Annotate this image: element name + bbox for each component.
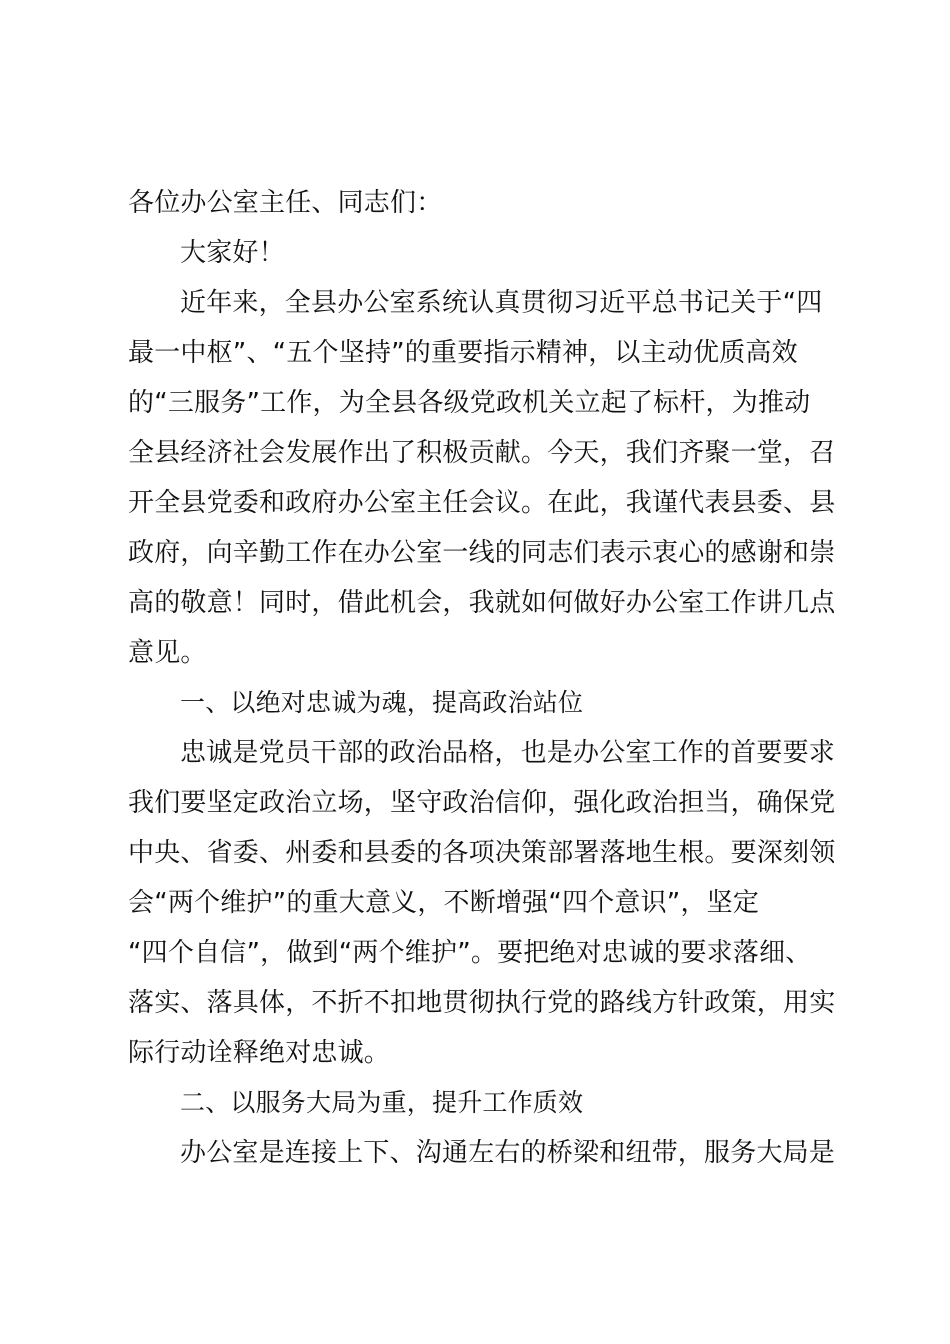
paragraph-line: 我们要坚定政治立场，坚守政治信仰，强化政治担当，确保党 (128, 788, 836, 818)
paragraph-line: 政府，向辛勤工作在办公室一线的同志们表示衷心的感谢和崇 (128, 538, 836, 568)
paragraph-line: 办公室是连接上下、沟通左右的桥梁和纽带，服务大局是 (180, 1138, 836, 1168)
section-heading-2: 二、以服务大局为重，提升工作质效 (180, 1088, 584, 1117)
section-2-paragraph (128, 1128, 836, 1178)
intro-paragraph (128, 278, 836, 678)
paragraph-line: 中央、省委、州委和县委的各项决策部署落地生根。要深刻领 (128, 838, 836, 868)
paragraph-line: 全县经济社会发展作出了积极贡献。今天，我们齐聚一堂，召 (128, 438, 836, 468)
paragraph-line: 际行动诠释绝对忠诚。 (128, 1038, 391, 1068)
section-1-paragraph (128, 728, 836, 1078)
greeting: 大家好！ (180, 238, 285, 268)
paragraph-line: 落实、落具体，不折不扣地贯彻执行党的路线方针政策，用实 (128, 988, 836, 1018)
paragraph-line: 最一中枢”、“五个坚持”的重要指示精神，以主动优质高效 (128, 338, 798, 368)
section-heading-1: 一、以绝对忠诚为魂，提高政治站位 (180, 688, 584, 717)
paragraph-line: 高的敬意！同时，借此机会，我就如何做好办公室工作讲几点 (128, 588, 836, 618)
paragraph-line: 会“两个维护”的重大意义，不断增强“四个意识”，坚定 (128, 888, 760, 918)
paragraph-line: 忠诚是党员干部的政治品格，也是办公室工作的首要要求 (180, 738, 836, 768)
paragraph-line: 近年来，全县办公室系统认真贯彻习近平总书记关于“四 (180, 288, 823, 318)
paragraph-line: 意见。 (128, 638, 207, 668)
document-body (128, 178, 836, 1178)
salutation: 各位办公室主任、同志们： (128, 188, 443, 218)
paragraph-line: 开全县党委和政府办公室主任会议。在此，我谨代表县委、县 (128, 488, 836, 518)
paragraph-line: 的“三服务”工作，为全县各级党政机关立起了标杆，为推动 (128, 388, 811, 418)
paragraph-line: “四个自信”，做到“两个维护”。要把绝对忠诚的要求落细、 (128, 938, 812, 968)
